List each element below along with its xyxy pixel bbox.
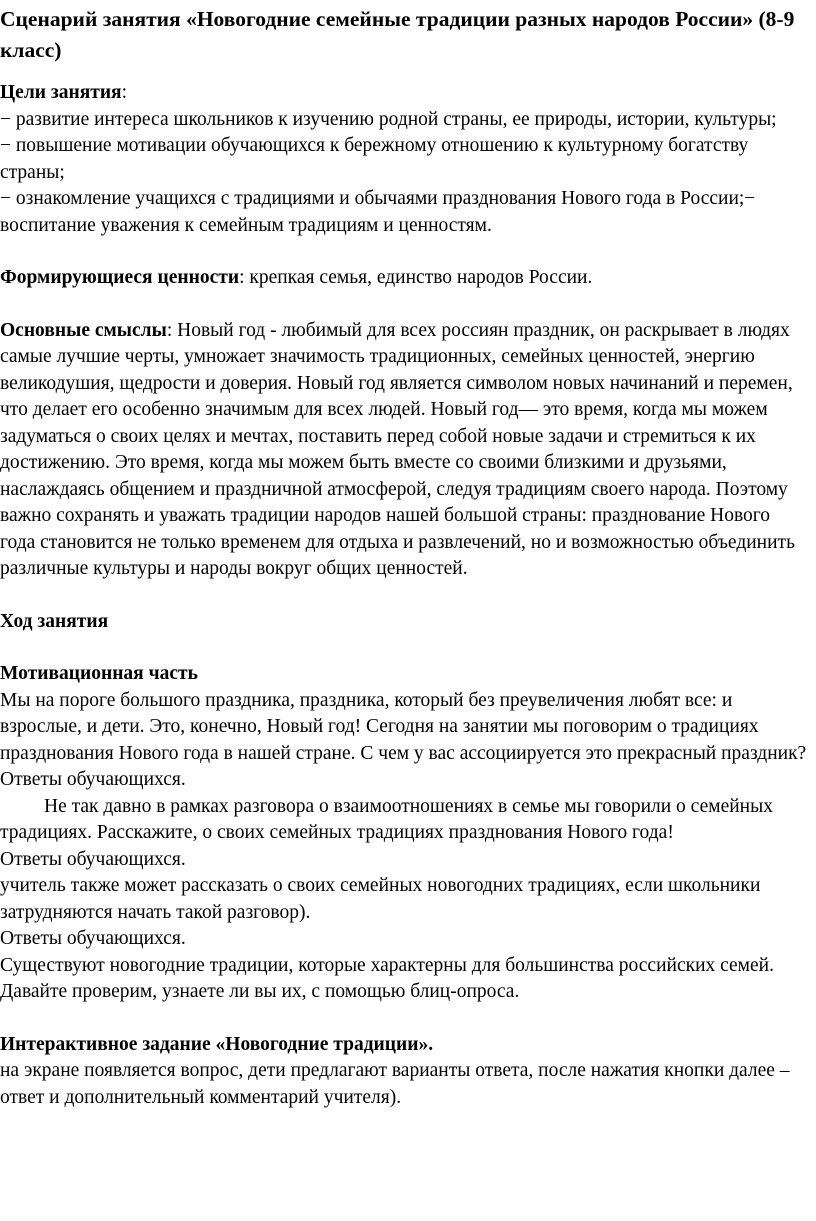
motivation-paragraph: Существуют новогодние традиции, которые характерны для большинства российских семей. Давайте проверим, узнаете ли вы их, с помощью блиц-опроса. (0, 954, 774, 1002)
course-heading: Ход занятия (0, 610, 109, 632)
motivation-section (0, 661, 810, 1006)
interactive-heading: Интерактивное задание «Новогодние традиции». (0, 1033, 434, 1055)
spacer (0, 583, 810, 609)
goals-section (0, 80, 810, 239)
interactive-section (0, 1032, 810, 1112)
goal-item: − развитие интереса школьников к изучению родной страны, ее природы, истории, культуры; (0, 108, 777, 130)
interactive-text: на экране появляется вопрос, дети предлагают варианты ответа, после нажатия кнопки далее – ответ и дополнительный комментарий учителя). (0, 1060, 790, 1108)
goals-heading: Цели занятия (0, 82, 122, 103)
spacer (0, 66, 810, 80)
goals-heading-line: Цели занятия: (0, 82, 128, 103)
goal-item: − ознакомление учащихся с традициями и обычаями празднования Нового года в России;− воспитание уважения к семейным традициям и ценностям. (0, 188, 756, 236)
spacer (0, 239, 810, 265)
values-paragraph (0, 265, 810, 292)
spacer (0, 292, 810, 318)
values-text: : крепкая семья, единство народов России. (239, 267, 593, 288)
motivation-paragraph: Мы на пороге большого праздника, праздника, который без преувеличения любят все: и взрослые, и дети. Это, конечно, Новый год! Сегодня на занятии мы поговорим о традициях празднования Нового года в нашей стране. С чем у вас ассоциируется это прекрасный праздник? (0, 689, 807, 764)
document-title: Сценарий занятия «Новогодние семейные традиции разных народов России» (8-9 класс) (0, 7, 795, 62)
spacer (0, 635, 810, 661)
goal-item: − повышение мотивации обучающихся к бережному отношению к культурному богатству страны; (0, 135, 749, 183)
answers-line: Ответы обучающихся. (0, 928, 186, 949)
answers-line: Ответы обучающихся. (0, 769, 186, 790)
meanings-paragraph (0, 318, 810, 583)
values-heading: Формирующиеся ценности (0, 267, 240, 288)
spacer (0, 1006, 810, 1032)
teacher-note: учитель также может рассказать о своих семейных новогодних традициях, если школьники затрудняются начать такой разговор). (0, 875, 761, 923)
answers-line: Ответы обучающихся. (0, 848, 186, 870)
meanings-heading: Основные смыслы (0, 319, 167, 341)
motivation-heading: Мотивационная часть (0, 663, 198, 684)
motivation-paragraph: Не так давно в рамках разговора о взаимоотношениях в семье мы говорили о семейных традициях. Расскажите, о своих семейных традициях празднования Нового года! (0, 795, 773, 843)
meanings-text: : Новый год - любимый для всех россиян праздник, он раскрывает в людях самые лучшие черты, умножает значимость традиционных, семейных ценностей, энергию великодушия, щедрости и доверия. Новый год является символом новых начинаний и перемен, что делает его особенно значимым для всех людей. Новый год— это время, когда мы можем задуматься о своих целях и мечтах, поставить перед собой новые задачи и стремиться к их достижению. Это время, когда мы можем быть вместе со своими близкими и друзьями, наслаждаясь общением и праздничной атмосферой, следуя традициям своего народа. Поэтому важно сохранять и уважать традиции народов нашей большой страны: празднование Нового года становится не только временем для отдыха и развлечений, но и возможностью объединить различные культуры и народы вокруг общих ценностей. (0, 319, 795, 579)
